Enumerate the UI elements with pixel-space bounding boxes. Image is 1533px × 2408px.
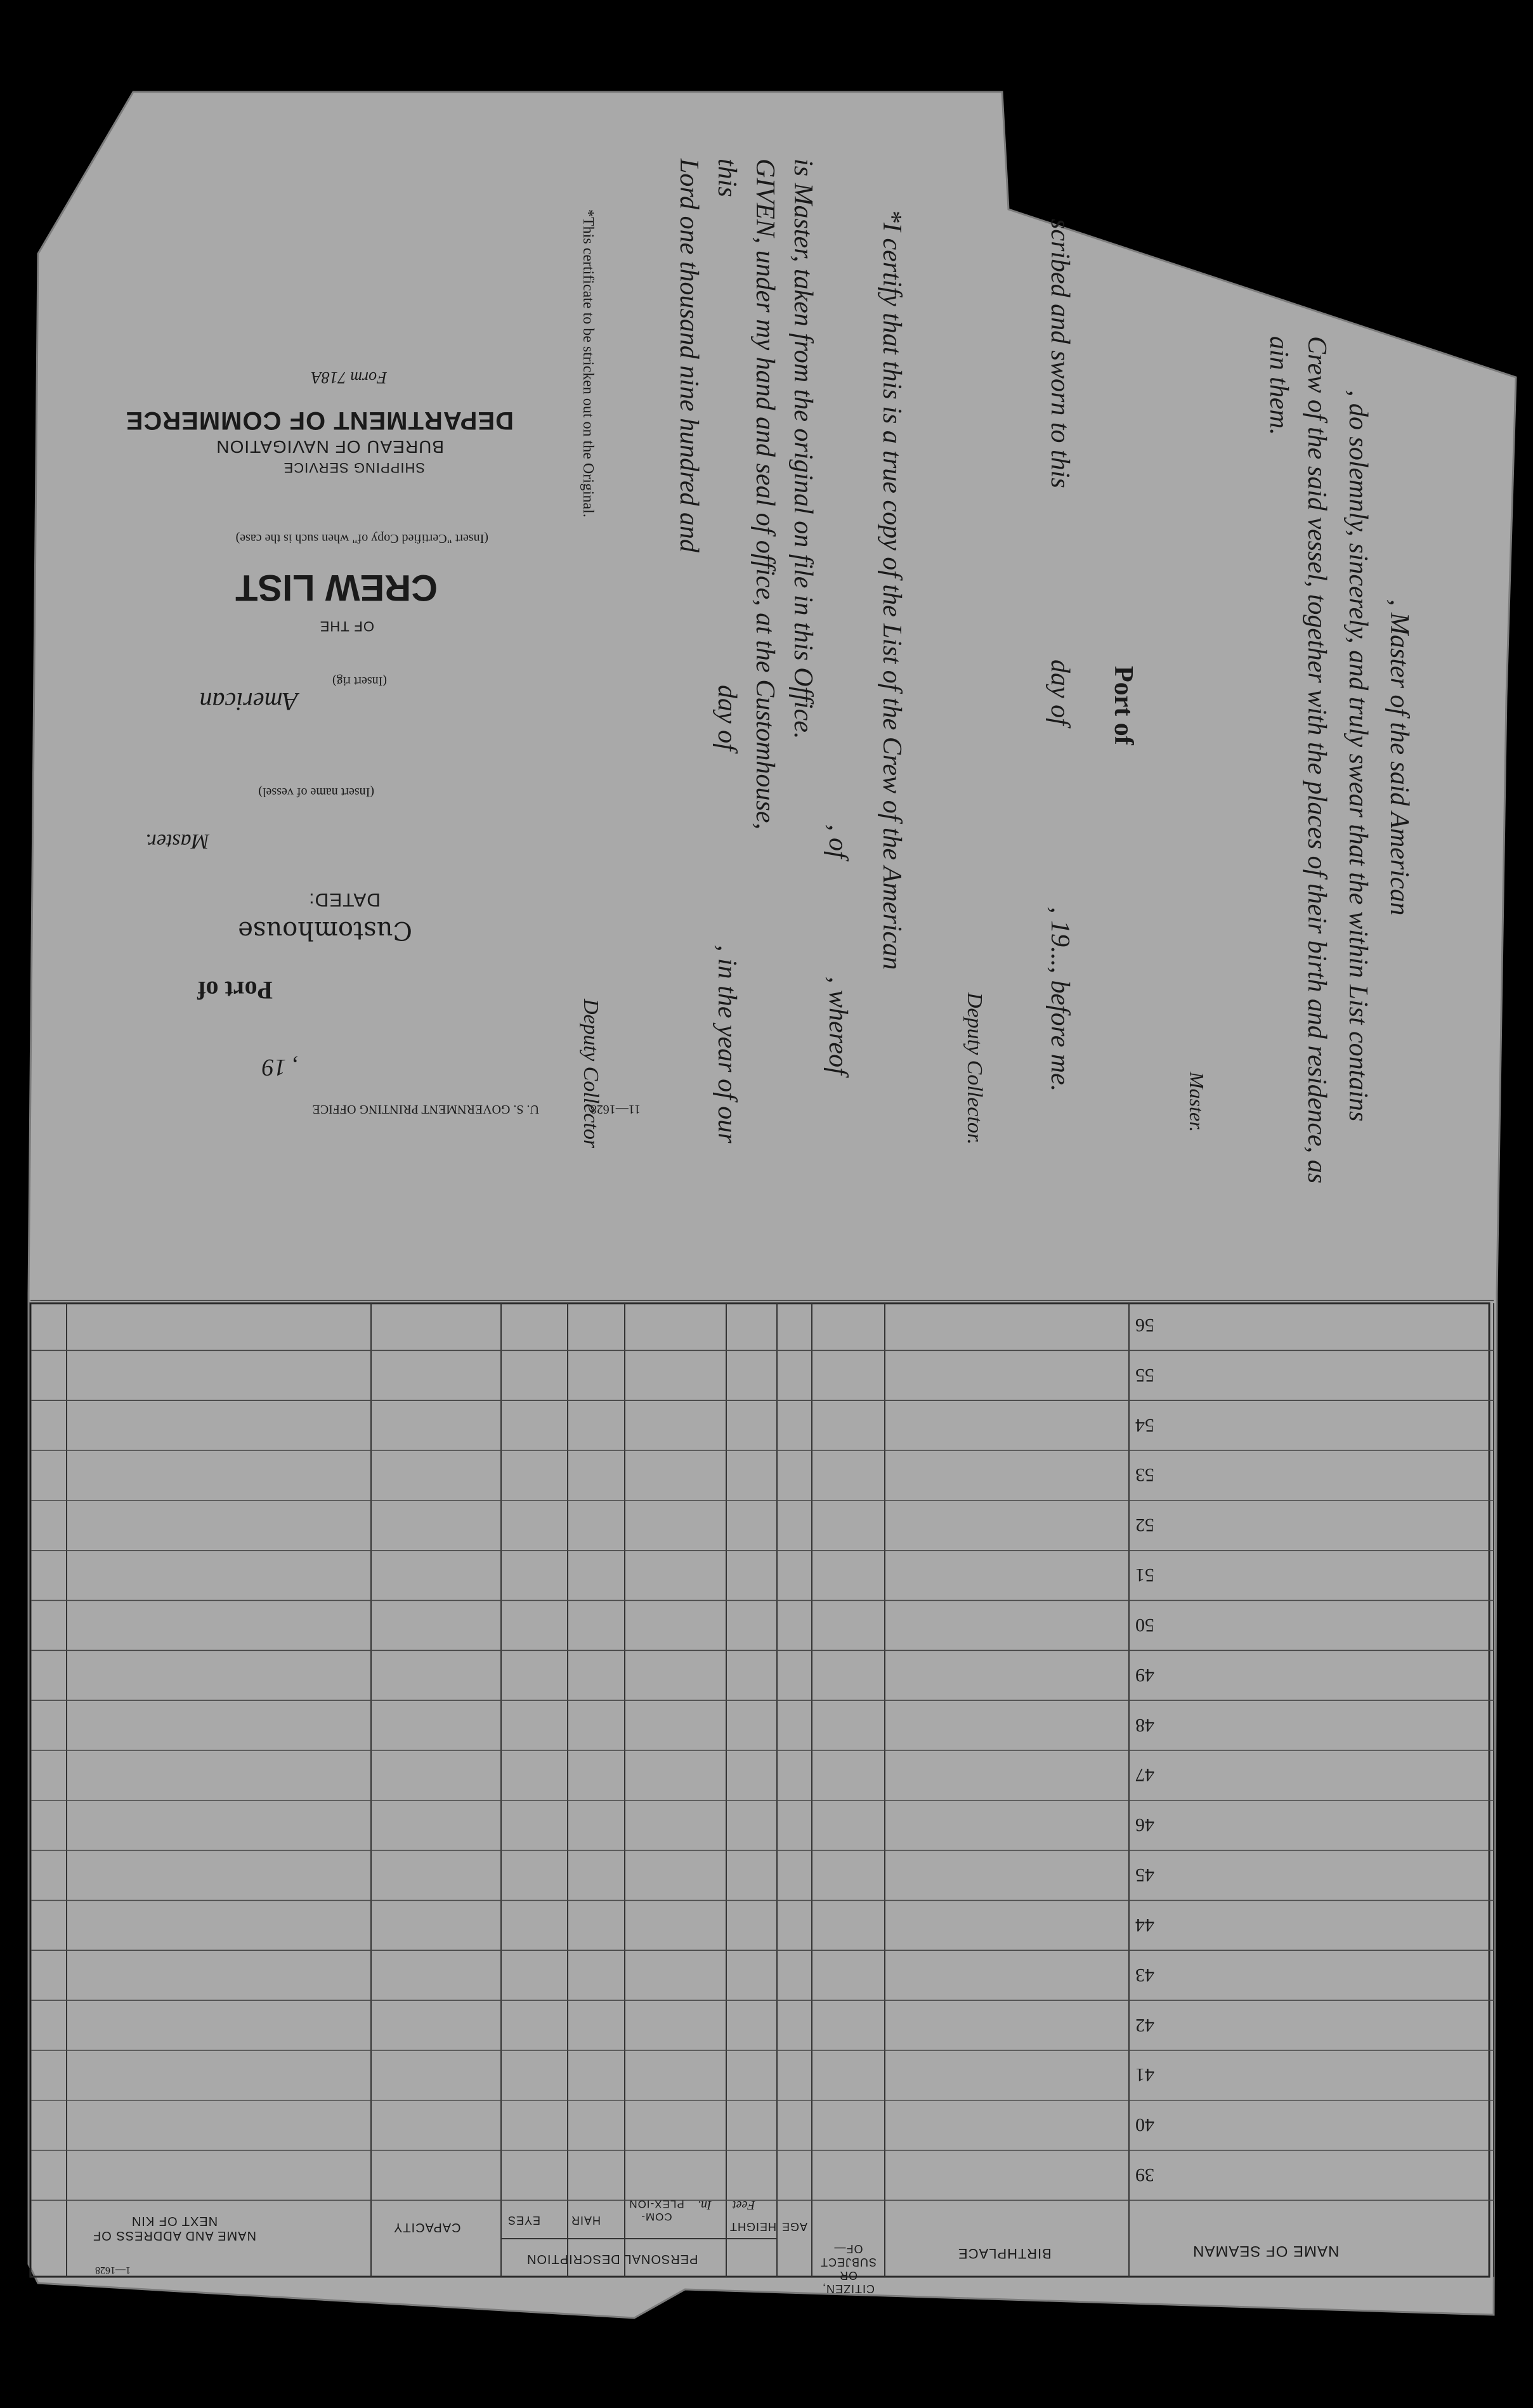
year-field: , 19 bbox=[262, 1054, 298, 1081]
certificate-line-2: , of bbox=[823, 824, 852, 859]
oath-year-before: , 19..., before me. bbox=[1045, 907, 1074, 1092]
oath-subscribed: scribed and sworn to this bbox=[1045, 219, 1074, 488]
header-feet: Feet bbox=[733, 2198, 755, 2212]
cover-panel bbox=[82, 317, 653, 1142]
row-number: 48 bbox=[1135, 1714, 1154, 1736]
row-number: 44 bbox=[1135, 1914, 1154, 1936]
header-complexion: COM-PLEX-ION bbox=[629, 2198, 684, 2223]
oath-day-of: day of bbox=[1045, 660, 1074, 726]
certificate-line-2b: , whereof bbox=[823, 977, 852, 1075]
row-number: 52 bbox=[1135, 1514, 1154, 1536]
header-name-of-seaman: NAME OF SEAMAN bbox=[1192, 2242, 1340, 2260]
header-birthplace: BIRTHPLACE bbox=[958, 2246, 1052, 2262]
header-hair: HAIR bbox=[571, 2214, 601, 2227]
service-label: SHIPPING SERVICE bbox=[283, 460, 425, 476]
row-number: 51 bbox=[1135, 1565, 1154, 1586]
form-number: Form 718A bbox=[311, 368, 387, 387]
insert-rig-note: (Insert rig) bbox=[332, 674, 387, 688]
port-of-label: Port of bbox=[197, 976, 273, 1005]
row-number: 46 bbox=[1135, 1814, 1154, 1836]
certificate-line-5c: , in the year of our bbox=[712, 945, 741, 1143]
dated-label: DATED: bbox=[308, 889, 381, 910]
header-eyes: EYES bbox=[507, 2214, 541, 2227]
bureau-label: BUREAU OF NAVIGATION bbox=[216, 437, 444, 457]
row-number: 55 bbox=[1135, 1364, 1154, 1386]
oath-line-3: Crew of the said vessel, together with the places of their birth and residence, as bbox=[1302, 336, 1331, 1184]
of-the-label: OF THE bbox=[319, 618, 374, 634]
certified-copy-note: (Insert "Certified Copy of" when such is the case) bbox=[235, 531, 488, 545]
header-inches: In. bbox=[698, 2198, 712, 2212]
insert-vessel-note: (Insert name of vessel) bbox=[258, 785, 374, 799]
print-code: 11—1628 bbox=[590, 1102, 641, 1116]
row-number: 40 bbox=[1135, 2114, 1154, 2136]
row-number: 53 bbox=[1135, 1464, 1154, 1486]
american-label: American bbox=[199, 687, 298, 716]
row-number: 50 bbox=[1135, 1614, 1154, 1636]
row-number: 39 bbox=[1135, 2164, 1154, 2185]
header-age: AGE bbox=[781, 2220, 808, 2233]
oath-master-label: Master. bbox=[1185, 1072, 1208, 1133]
row-number: 41 bbox=[1135, 2064, 1154, 2086]
header-next-of-kin: NAME AND ADDRESS OF NEXT OF KIN bbox=[93, 2214, 256, 2242]
row-number: 45 bbox=[1135, 1865, 1154, 1886]
certificate-line-3: is Master, taken from the original on file in this Office. bbox=[788, 159, 818, 739]
customhouse-label: Customhouse bbox=[238, 916, 412, 945]
oath-line-4: ain them. bbox=[1264, 336, 1293, 436]
row-number: 47 bbox=[1135, 1764, 1154, 1786]
crew-list-title: CREW LIST bbox=[235, 567, 438, 608]
row-number: 43 bbox=[1135, 1964, 1154, 1986]
printing-office: U. S. GOVERNMENT PRINTING OFFICE bbox=[312, 1102, 539, 1116]
header-personal-description: PERSONAL DESCRIPTION bbox=[526, 2252, 698, 2266]
master-label: Master. bbox=[145, 830, 209, 853]
certificate-line-6: Lord one thousand nine hundred and bbox=[674, 159, 703, 553]
oath-line-2: , do solemnly, sincerely, and truly swear that the within List contains bbox=[1343, 390, 1373, 1122]
row-number: 54 bbox=[1135, 1414, 1154, 1436]
header-citizen: CITIZEN, OR SUBJECT OF— bbox=[820, 2242, 877, 2295]
oath-line-1: , Master of the said American bbox=[1385, 599, 1414, 916]
stricken-note: *This certificate to be stricken out on the Original. bbox=[580, 209, 596, 517]
row-number: 42 bbox=[1135, 2014, 1154, 2036]
header-height: HEIGHT bbox=[729, 2220, 777, 2233]
oath-deputy-collector: Deputy Collector. bbox=[963, 992, 986, 1145]
certificate-line-4: GIVEN, under my hand and seal of office, at the Customhouse, bbox=[750, 159, 780, 830]
edge-code: 1—1628 bbox=[95, 2265, 131, 2275]
row-number: 49 bbox=[1135, 1664, 1154, 1686]
department-label: DEPARTMENT OF COMMERCE bbox=[125, 407, 514, 434]
certificate-deputy-collector: Deputy Collector bbox=[579, 999, 603, 1149]
header-capacity: CAPACITY bbox=[393, 2220, 461, 2234]
certificate-line-5b: day of bbox=[712, 685, 741, 751]
oath-port-of: Port of bbox=[1109, 666, 1138, 745]
certificate-line-1: *I certify that this is a true copy of the List of the Crew of the American bbox=[877, 209, 906, 970]
row-number: 56 bbox=[1135, 1315, 1154, 1336]
certificate-line-5a: this bbox=[712, 159, 741, 197]
